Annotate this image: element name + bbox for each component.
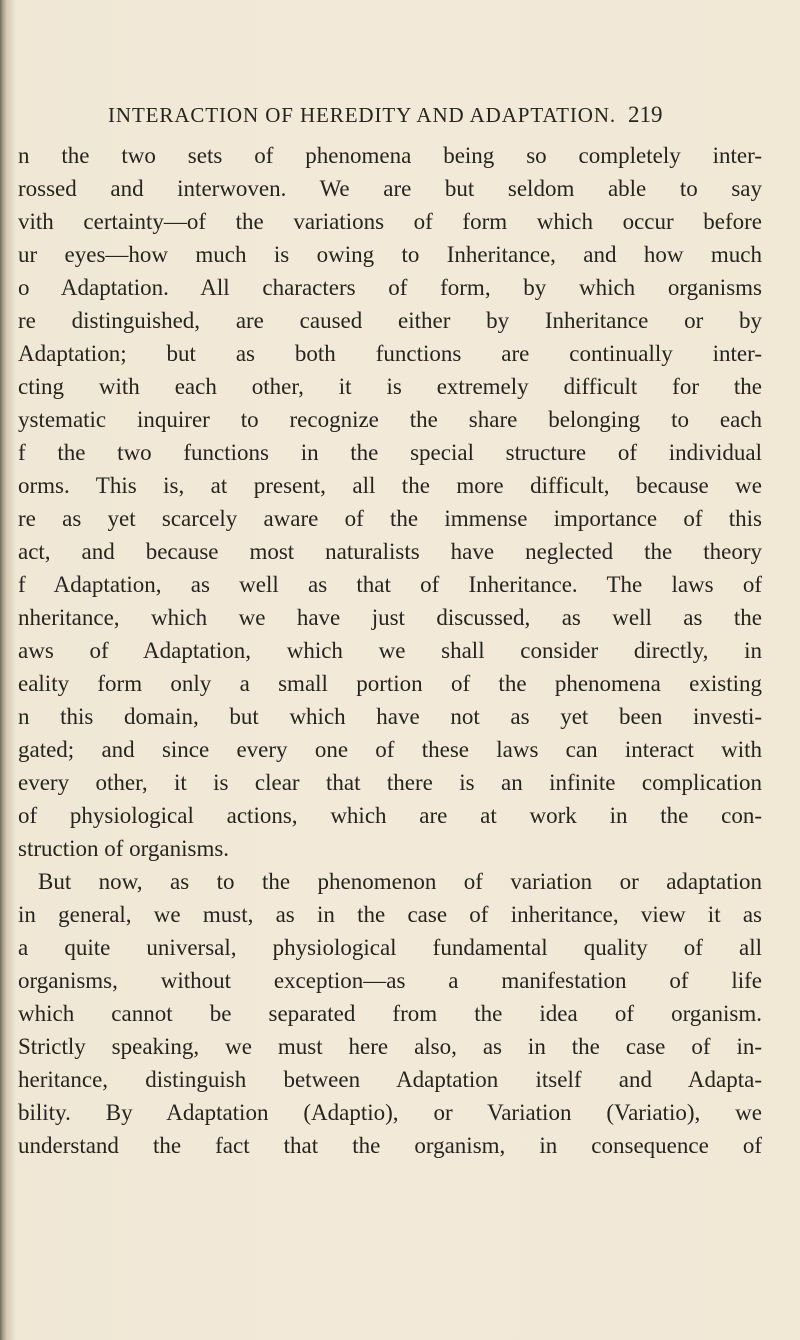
text-line: ur eyes—how much is owing to Inheritance, and how much — [18, 242, 762, 267]
text-line: n the two sets of phenomena being so completely inter- — [18, 143, 762, 168]
text-line: o Adaptation. All characters of form, by which organisms — [18, 275, 762, 300]
page-number: 219 — [628, 102, 663, 127]
text-line: f Adaptation, as well as that of Inheritance. The laws of — [18, 572, 762, 597]
text-line: organisms, without exception—as a manifestation of life — [18, 968, 762, 993]
paragraph-first-line: But now, as to the phenomenon of variation or adaptation — [38, 869, 762, 894]
text-line: nheritance, which we have just discussed, as well as the — [18, 605, 762, 630]
text-line: understand the fact that the organism, in consequence of — [18, 1133, 762, 1158]
text-line: of physiological actions, which are at work in the con- — [18, 803, 762, 828]
running-head-title: INTERACTION OF HEREDITY AND ADAPTATION. — [108, 103, 617, 127]
text-line: re as yet scarcely aware of the immense importance of this — [18, 506, 762, 531]
text-line: re distinguished, are caused either by Inheritance or by — [18, 308, 762, 333]
text-line: aws of Adaptation, which we shall consider directly, in — [18, 638, 762, 663]
text-line: a quite universal, physiological fundamental quality of all — [18, 935, 762, 960]
binding-edge — [0, 0, 16, 1340]
text-line: heritance, distinguish between Adaptation itself and Adapta- — [18, 1067, 762, 1092]
text-line: which cannot be separated from the idea of organism. — [18, 1001, 762, 1026]
text-line: act, and because most naturalists have neglected the theory — [18, 539, 762, 564]
running-head — [108, 102, 758, 136]
text-line: vith certainty—of the variations of form which occur before — [18, 209, 762, 234]
text-line: f the two functions in the special structure of individual — [18, 440, 762, 465]
text-line: in general, we must, as in the case of inheritance, view it as — [18, 902, 762, 927]
text-line: Adaptation; but as both functions are continually inter- — [18, 341, 762, 366]
text-line: struction of organisms. — [18, 836, 230, 861]
text-line: ystematic inquirer to recognize the share belonging to each — [18, 407, 762, 432]
text-line: bility. By Adaptation (Adaptio), or Variation (Variatio), we — [18, 1100, 762, 1125]
text-line: orms. This is, at present, all the more difficult, because we — [18, 473, 762, 498]
text-line: every other, it is clear that there is an infinite complication — [18, 770, 762, 795]
text-line: cting with each other, it is extremely difficult for the — [18, 374, 762, 399]
text-line: n this domain, but which have not as yet been investi- — [18, 704, 762, 729]
text-line: gated; and since every one of these laws can interact with — [18, 737, 762, 762]
text-line: rossed and interwoven. We are but seldom able to say — [18, 176, 762, 201]
text-line: Strictly speaking, we must here also, as in the case of in- — [18, 1034, 762, 1059]
text-line: eality form only a small portion of the phenomena existing — [18, 671, 762, 696]
